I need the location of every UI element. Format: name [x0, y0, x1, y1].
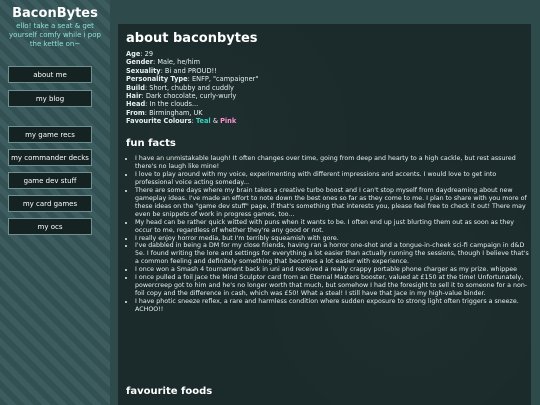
profile-details [126, 50, 521, 126]
nav-about-me-button[interactable]: about me [8, 66, 92, 83]
fun-facts-list [126, 155, 531, 314]
nav-game-recs-button[interactable]: my game recs [8, 126, 92, 143]
site-brand[interactable]: BaconBytes [12, 6, 98, 21]
colour-teal: Teal [195, 117, 211, 126]
list-item: • I've dabbled in being a DM for my close friends, having ran a horror one-shot and a tongue-in-cheek sci-fi campaign in d&D 5e. I found writing the lore and settings for everything a lot easier than actually running the sessions, though I believe that's a common feeling and definitely something that becomes a lot easier with experience. [135, 242, 531, 266]
nav-my-blog-button[interactable]: my blog [8, 90, 92, 107]
site-tagline: ello! take a seat & get yourself comfy while i pop the kettle on~ [9, 22, 101, 48]
profile-row-from: From: Birmingham, UK [126, 108, 203, 117]
list-item: • I love to play around with my voice, experimenting with different impressions and accents. I would love to get into professional voice acting someday... [135, 171, 531, 187]
list-item: • I once pulled a foil Jace the Mind Sculptor card from an Eternal Masters booster, valued at £150 at the time! Unfortunately, powercreep got to him and he's no longer worth that much, but somehow I had the foresight to sell it to someone for a non-foil copy and the difference in cash, which was £50! What a steal! I still have that Jace in my high-value binder. [135, 274, 531, 298]
profile-row-build: Build: Short, chubby and cuddly [126, 83, 234, 92]
profile-row-sexuality: Sexuality: Bi and PROUD!! [126, 66, 217, 75]
nav-card-games-button[interactable]: my card games [8, 195, 92, 212]
fun-facts-heading: fun facts [126, 138, 176, 149]
profile-row-personality: Personality Type: ENFP, "campaigner" [126, 75, 259, 84]
list-item: • I really enjoy horror media, but I'm terribly squeamish with gore. [135, 235, 531, 243]
page-title: about baconbytes [126, 31, 258, 46]
list-item: • I once won a Smash 4 tournament back in uni and received a really crappy portable phone charger as my prize. whippee [135, 266, 531, 274]
colour-pink: Pink [220, 117, 237, 126]
main-content [118, 24, 531, 405]
profile-row-gender: Gender: Male, he/him [126, 58, 201, 67]
list-item: • I have an unmistakable laugh! It often changes over time, going from deep and hearty to a high cackle, but rest assured there's no laugh like mine! [135, 155, 531, 171]
nav-my-ocs-button[interactable]: my ocs [8, 218, 92, 235]
list-item: • My head can be rather quick witted with puns when it wants to be. I often end up just blurting them out as soon as they occur to me, regardless of whether they're any good or not. [135, 219, 531, 235]
nav-game-dev-button[interactable]: game dev stuff [8, 172, 92, 189]
profile-row-colours: Favourite Colours: Teal & Pink [126, 117, 237, 126]
profile-row-age: Age: 29 [126, 50, 154, 58]
sidebar [0, 0, 110, 405]
profile-row-hair: Hair: Dark chocolate, curly-wurly [126, 92, 237, 101]
list-item: • There are some days where my brain takes a creative turbo boost and I can't stop myself from daydreaming about new gameplay ideas. I've made an effort to note down the best ones so far as they come to me. I plan to share with you more of these ideas on the "game dev stuff" page, if that's something that interests you, please feel free to check it out! There may even be snippets of work in progress games, too... [135, 187, 531, 219]
favourite-foods-heading: favourite foods [126, 386, 213, 397]
nav-commander-decks-button[interactable]: my commander decks [8, 149, 92, 166]
profile-row-head: Head: In the clouds... [126, 100, 199, 109]
list-item: • I have photic sneeze reflex, a rare and harmless condition where sudden exposure to strong light often triggers a sneeze. ACHOO!! [135, 298, 531, 314]
